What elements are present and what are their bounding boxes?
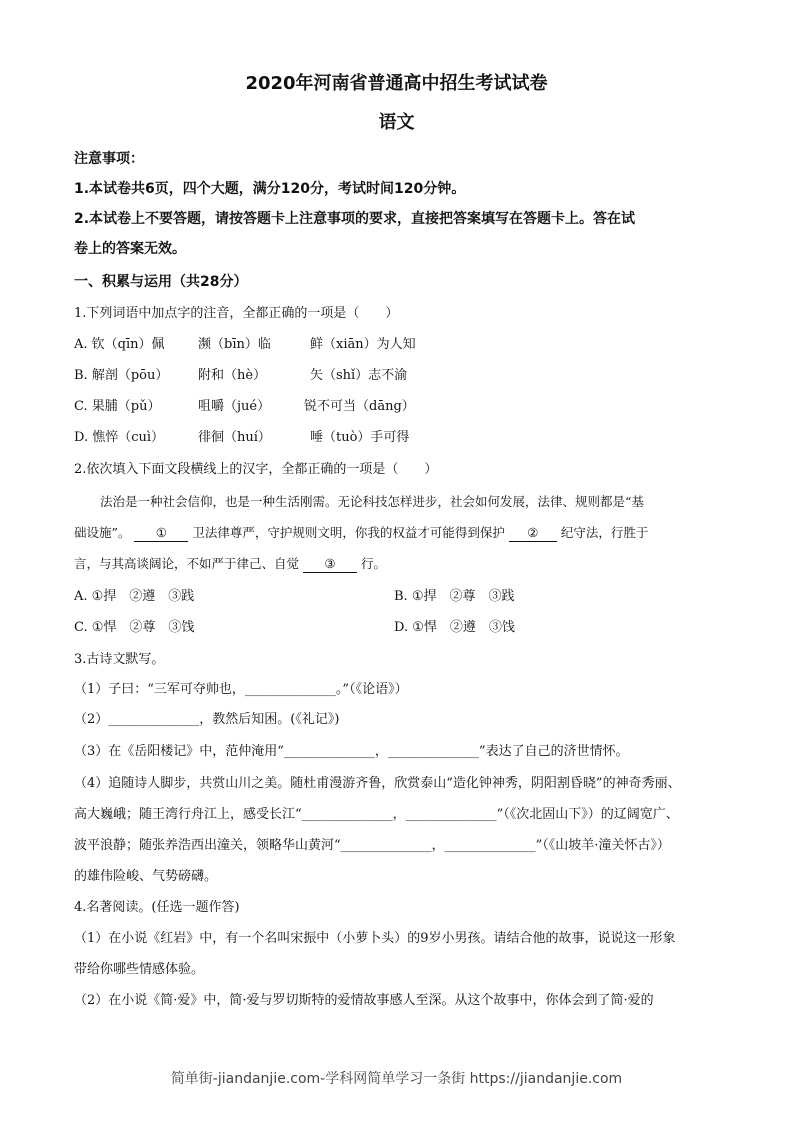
option-c: C. ①悍 ②尊 ③饯 — [74, 620, 195, 635]
notice-heading: 注意事项： — [74, 151, 144, 167]
option-part: D. 憔悴（cuì） — [74, 430, 165, 445]
option-part: 咀嚼（jué） — [198, 399, 271, 414]
page-title: 2020年河南省普通高中招生考试试卷 — [245, 73, 548, 94]
option-row — [74, 368, 407, 384]
option-row — [74, 430, 409, 446]
question-stem: 1.下列词语中加点字的注音，全都正确的一项是（ ） — [74, 306, 399, 321]
option-part: 锐不可当（dāng） — [304, 399, 415, 414]
question-stem: 3.古诗文默写。 — [74, 652, 165, 667]
question-line: （1）在小说《红岩》中，有一个名叫宋振中（小萝卜头）的9岁小男孩。请结合他的故事，说说这一形象 — [74, 931, 676, 946]
option-part: 鲜（xiān）为人知 — [310, 337, 416, 352]
question-line: 带给你哪些情感体验。 — [74, 962, 205, 977]
option-part: 附和（hè） — [198, 368, 267, 383]
passage-text: 纪守法，行胜于 — [560, 525, 649, 540]
question-line: （3）在《岳阳楼记》中，范仲淹用“______________，______________”表达了自己的济世情怀。 — [74, 744, 629, 759]
option-part: 徘徊（huí） — [198, 430, 271, 445]
option-part: 唾（tuò）手可得 — [310, 430, 410, 445]
question-line: 的雄伟险峻、气势磅礴。 — [74, 869, 218, 884]
option-part: B. 解剖（pōu） — [74, 368, 169, 383]
question-line: （2）在小说《简·爱》中，简·爱与罗切斯特的爱情故事感人至深。从这个故事中，你体会到了简·爱的 — [74, 993, 654, 1008]
question-stem: 4.名著阅读。(任选一题作答) — [74, 900, 240, 915]
blank-2: ② — [509, 525, 557, 542]
passage-text: 行。 — [361, 556, 387, 571]
question-stem: 2.依次填入下面文段横线上的汉字，全都正确的一项是（ ） — [74, 462, 438, 477]
option-b: B. ①捍 ②尊 ③践 — [394, 589, 515, 604]
option-part: A. 钦（qīn）佩 — [74, 337, 165, 352]
blank-3: ③ — [303, 556, 357, 573]
option-row — [74, 399, 415, 415]
question-line: （2）______________，教然后知困。(《礼记》) — [74, 712, 340, 727]
notice-item: 1.本试卷共6页，四个大题，满分120分，考试时间120分钟。 — [74, 181, 466, 197]
question-line: （1）子曰：“三军可夺帅也，______________。”（《论语》） — [74, 682, 408, 697]
option-part: 濒（bīn）临 — [198, 337, 271, 352]
option-row — [74, 620, 515, 636]
subject-title: 语文 — [378, 112, 415, 133]
option-part: C. 果脯（pǔ） — [74, 399, 161, 414]
blank-1: ① — [134, 525, 188, 542]
passage-line — [74, 556, 386, 573]
question-line: （4）追随诗人脚步，共赏山川之美。随杜甫漫游齐鲁，欣赏泰山“造化钟神秀，阴阳割昏晓”的神奇秀丽、 — [74, 776, 681, 791]
notice-item: 2.本试卷上不要答题，请按答题卡上注意事项的要求，直接把答案填写在答题卡上。答在试 — [74, 211, 636, 227]
passage-text: 卫法律尊严，守护规则文明，你我的权益才可能得到保护 — [192, 525, 505, 540]
passage-text: 础设施”。 — [74, 525, 131, 540]
notice-item: 卷上的答案无效。 — [74, 241, 186, 257]
option-row — [74, 589, 514, 605]
footer-watermark: 简单街-jiandanjie.com-学科网简单学习一条街 https://jiandanjie.com — [170, 1071, 623, 1087]
option-part: 矢（shǐ）志不渝 — [310, 368, 408, 383]
question-line: 波平浪静；随张养浩西出潼关，领略华山黄河“______________，______________”（《山坡羊·潼关怀古》） — [74, 838, 670, 853]
passage-text: 言，与其高谈阔论，不如严于律己、自觉 — [74, 556, 300, 571]
passage-line: 法治是一种社会信仰，也是一种生活刚需。无论科技怎样进步，社会如何发展，法律、规则都是“基 — [100, 494, 644, 509]
question-line: 高大巍峨；随王湾行舟江上，感受长江“______________，______________”（《次北固山下》）的辽阔宽广、 — [74, 807, 679, 822]
section-heading: 一、积累与运用（共28分） — [74, 274, 248, 290]
passage-line — [74, 525, 648, 542]
option-a: A. ①捍 ②遵 ③践 — [74, 589, 195, 604]
option-row — [74, 337, 416, 353]
option-d: D. ①悍 ②遵 ③饯 — [394, 620, 515, 635]
